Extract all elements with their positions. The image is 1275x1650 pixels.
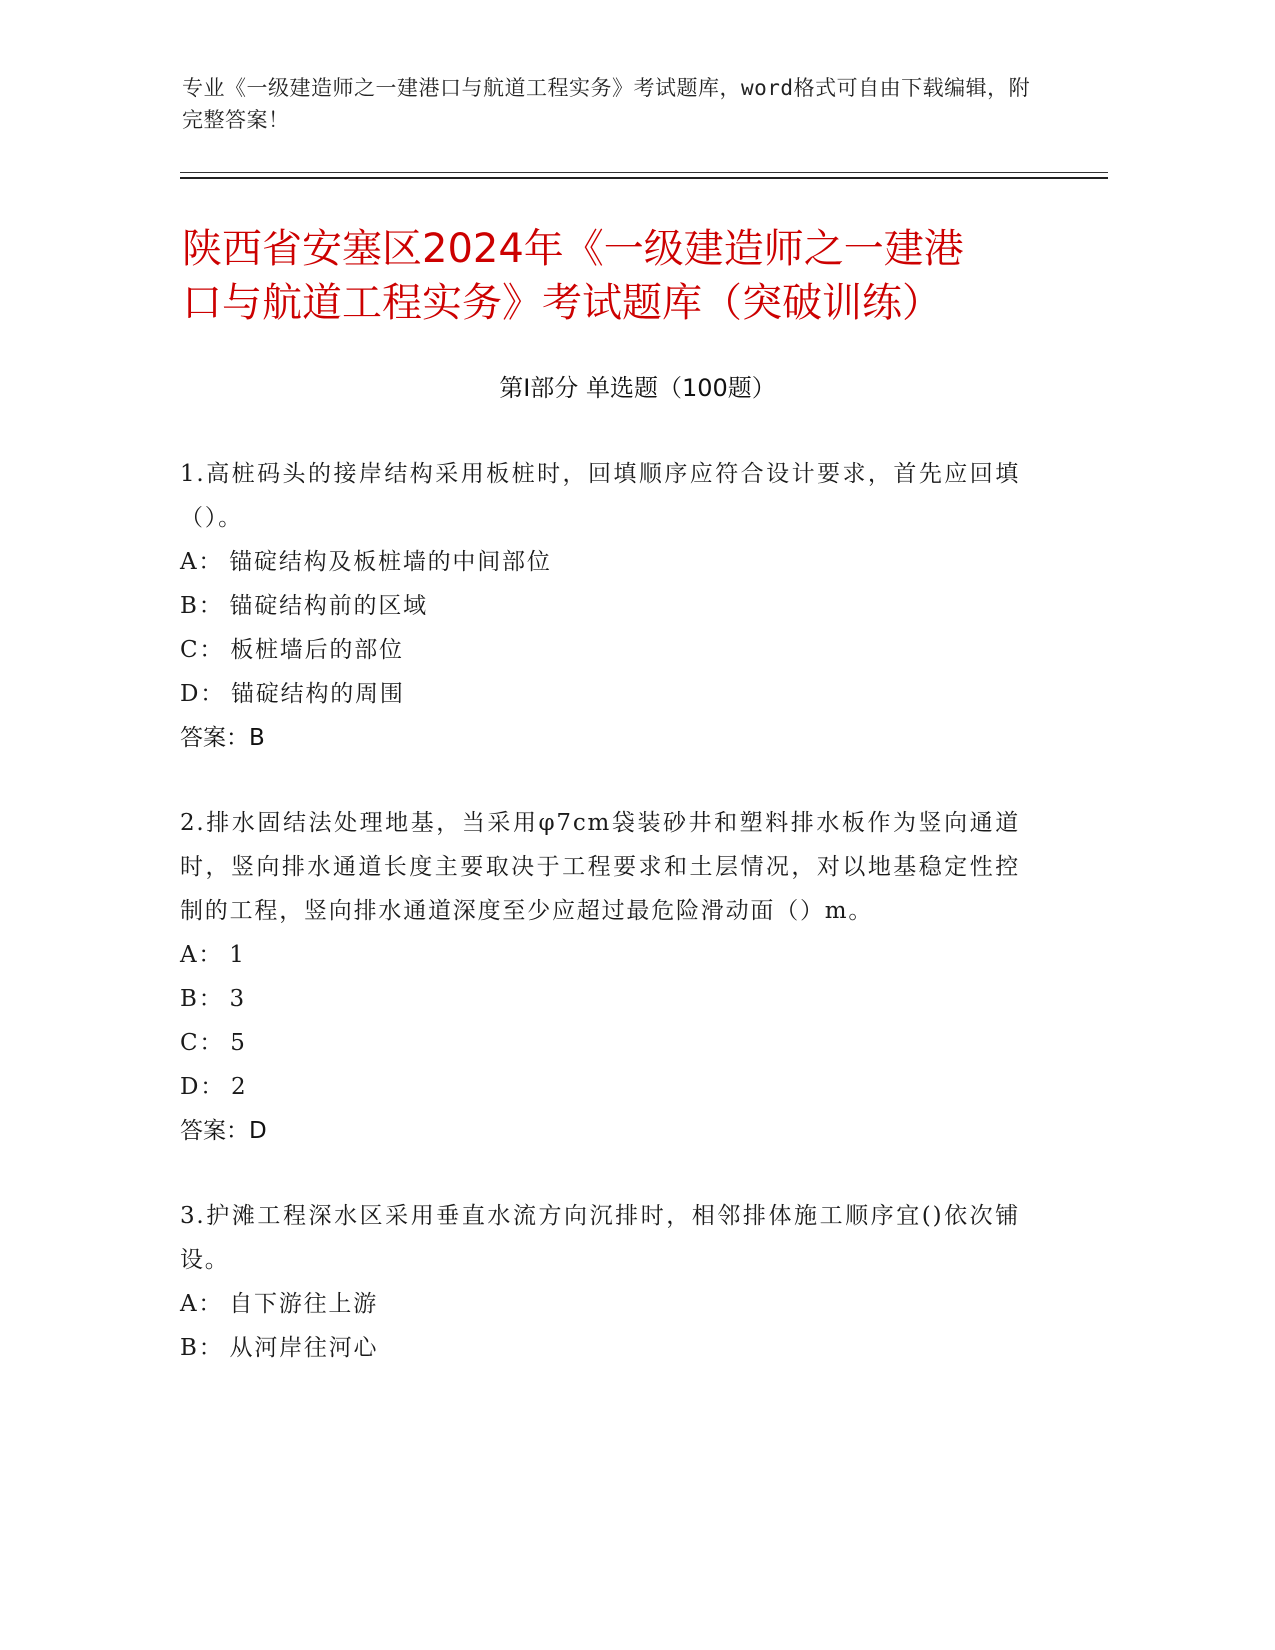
option-letter: B： [180, 1335, 224, 1361]
option-text: 从河岸往河心 [229, 1335, 379, 1361]
option-letter: C： [180, 637, 225, 663]
document-title-line-1: 陕西省安塞区2024年《一级建造师之一建港 [182, 226, 964, 272]
option-text: 自下游往上游 [229, 1291, 379, 1317]
option-d [180, 1065, 1020, 1109]
option-letter: B： [180, 986, 224, 1012]
option-letter: D： [180, 1074, 226, 1100]
header-note: 专业《一级建造师之一建港口与航道工程实务》考试题库，word格式可自由下载编辑，附完整答案！ [182, 76, 1031, 132]
option-text: 2 [231, 1074, 248, 1100]
header-divider-thin [180, 172, 1108, 173]
question-3 [180, 1194, 1020, 1370]
option-text: 5 [230, 1030, 247, 1056]
option-a [180, 1282, 1020, 1326]
option-letter: A： [180, 1291, 224, 1317]
option-letter: B： [180, 593, 224, 619]
document-title [182, 222, 1082, 330]
option-text: 3 [229, 986, 246, 1012]
option-a [180, 540, 1020, 584]
header-divider-thick [180, 177, 1108, 179]
option-b [180, 1326, 1020, 1370]
answer-label: 答案：D [180, 1118, 267, 1144]
option-letter: D： [180, 681, 226, 707]
option-b [180, 977, 1020, 1021]
section-heading: 第Ⅰ部分 单选题（100题） [499, 374, 776, 402]
question-stem: 2.排水固结法处理地基，当采用φ7cm袋装砂井和塑料排水板作为竖向通道时，竖向排水通道长度主要取决于工程要求和土层情况，对以地基稳定性控制的工程，竖向排水通道深度至少应超过最危险滑动面（）m。 [180, 810, 1020, 924]
question-2 [180, 801, 1020, 1153]
question-stem: 1.高桩码头的接岸结构采用板桩时，回填顺序应符合设计要求，首先应回填（）。 [180, 461, 1020, 531]
option-letter: A： [180, 549, 224, 575]
option-text: 板桩墙后的部位 [230, 637, 404, 663]
option-c [180, 1021, 1020, 1065]
option-text: 锚碇结构及板桩墙的中间部位 [229, 549, 552, 575]
option-text: 锚碇结构前的区域 [229, 593, 428, 619]
document-title-line-2: 口与航道工程实务》考试题库（突破训练） [182, 280, 942, 326]
answer-label: 答案：B [180, 725, 265, 751]
option-a [180, 933, 1020, 977]
option-text: 锚碇结构的周围 [231, 681, 405, 707]
option-letter: C： [180, 1030, 225, 1056]
question-1 [180, 452, 1020, 760]
question-list [180, 452, 1020, 1411]
option-text: 1 [229, 942, 246, 968]
option-letter: A： [180, 942, 224, 968]
question-stem: 3.护滩工程深水区采用垂直水流方向沉排时，相邻排体施工顺序宜()依次铺设。 [180, 1203, 1020, 1273]
option-c [180, 628, 1020, 672]
option-d [180, 672, 1020, 716]
option-b [180, 584, 1020, 628]
